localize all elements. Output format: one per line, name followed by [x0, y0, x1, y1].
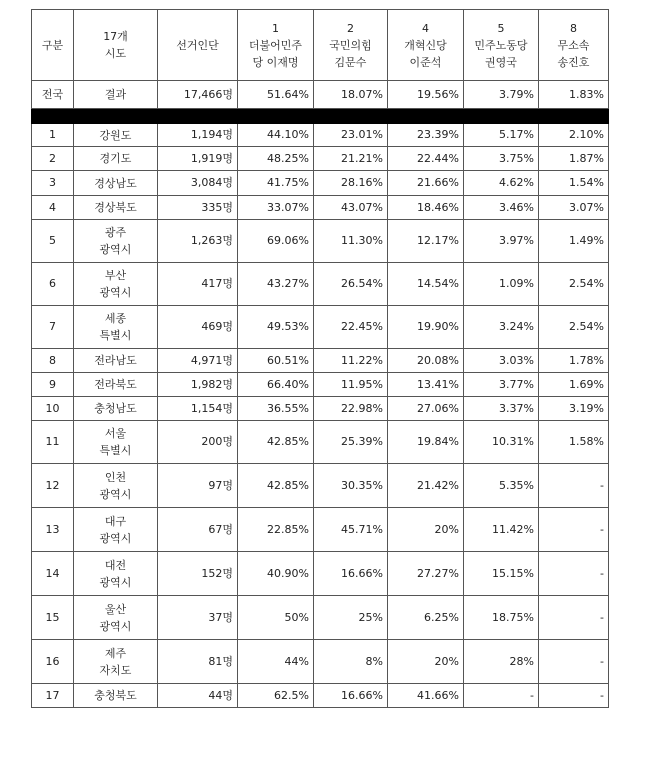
national-c2: 18.07%	[314, 81, 388, 109]
row-voters: 200명	[158, 421, 238, 464]
header-candidate-8: 8 무소속 송진호	[539, 10, 609, 81]
row-c2: 25.39%	[314, 421, 388, 464]
row-number: 1	[32, 124, 74, 147]
header-row	[32, 10, 609, 81]
row-c5: 18.75%	[464, 596, 539, 640]
row-voters: 37명	[158, 596, 238, 640]
region-line-1: 경기도	[99, 152, 132, 165]
results-table	[31, 9, 609, 708]
row-c4: 12.17%	[388, 220, 464, 263]
row-voters: 1,263명	[158, 220, 238, 263]
row-c5: 3.75%	[464, 147, 539, 171]
row-region	[74, 124, 158, 147]
region-line-2: 특별시	[99, 444, 132, 457]
row-c5: 3.24%	[464, 306, 539, 349]
row-region	[74, 147, 158, 171]
table-row	[32, 171, 609, 196]
region-line-2: 특별시	[99, 329, 132, 342]
row-region	[74, 684, 158, 708]
row-voters: 1,154명	[158, 397, 238, 421]
row-region	[74, 220, 158, 263]
national-label: 전국	[32, 81, 74, 109]
row-region	[74, 373, 158, 397]
region-line-2: 광역시	[99, 487, 132, 501]
row-region	[74, 464, 158, 508]
row-c4: 27.06%	[388, 397, 464, 421]
row-c1: 66.40%	[238, 373, 314, 397]
row-voters: 417명	[158, 263, 238, 306]
row-c1: 50%	[238, 596, 314, 640]
table-row	[32, 552, 609, 596]
row-c1: 33.07%	[238, 196, 314, 220]
row-c2: 45.71%	[314, 508, 388, 552]
row-number: 3	[32, 171, 74, 196]
row-voters: 67명	[158, 508, 238, 552]
row-c2: 43.07%	[314, 196, 388, 220]
row-c2: 30.35%	[314, 464, 388, 508]
region-line-1: 제주	[104, 646, 127, 660]
row-region	[74, 196, 158, 220]
row-c1: 43.27%	[238, 263, 314, 306]
row-c4: 19.90%	[388, 306, 464, 349]
row-c8: 1.54%	[539, 171, 609, 196]
row-c5: 4.62%	[464, 171, 539, 196]
row-c1: 40.90%	[238, 552, 314, 596]
region-line-1: 강원도	[99, 128, 132, 142]
row-c4: 18.46%	[388, 196, 464, 220]
national-c5: 3.79%	[464, 81, 539, 109]
region-line-2: 자치도	[99, 663, 132, 677]
row-c1: 36.55%	[238, 397, 314, 421]
row-c2: 23.01%	[314, 124, 388, 147]
row-region	[74, 263, 158, 306]
row-voters: 1,919명	[158, 147, 238, 171]
table-row	[32, 640, 609, 684]
row-c8: -	[539, 640, 609, 684]
table-row	[32, 196, 609, 220]
table-row	[32, 373, 609, 397]
header-candidate-5: 5 민주노동당 권영국	[464, 10, 539, 81]
table-row	[32, 124, 609, 147]
row-c8: -	[539, 552, 609, 596]
row-number: 8	[32, 349, 74, 373]
row-c4: 13.41%	[388, 373, 464, 397]
row-c8: -	[539, 508, 609, 552]
row-region	[74, 508, 158, 552]
region-line-1: 대전	[104, 558, 127, 572]
row-c2: 11.30%	[314, 220, 388, 263]
row-number: 9	[32, 373, 74, 397]
row-c8: 1.87%	[539, 147, 609, 171]
row-c4: 14.54%	[388, 263, 464, 306]
row-number: 14	[32, 552, 74, 596]
row-number: 17	[32, 684, 74, 708]
row-c4: 23.39%	[388, 124, 464, 147]
row-voters: 81명	[158, 640, 238, 684]
region-line-1: 부산	[104, 269, 127, 282]
region-line-1: 전라북도	[94, 378, 137, 391]
row-number: 12	[32, 464, 74, 508]
header-candidate-2: 2 국민의힘 김문수	[314, 10, 388, 81]
table-row	[32, 306, 609, 349]
row-c4: 19.84%	[388, 421, 464, 464]
results-table-body	[32, 10, 609, 708]
row-c2: 16.66%	[314, 552, 388, 596]
row-c2: 22.98%	[314, 397, 388, 421]
row-c2: 22.45%	[314, 306, 388, 349]
row-c1: 42.85%	[238, 421, 314, 464]
row-c1: 44.10%	[238, 124, 314, 147]
row-voters: 152명	[158, 552, 238, 596]
row-c4: 21.42%	[388, 464, 464, 508]
row-c4: 27.27%	[388, 552, 464, 596]
row-region	[74, 171, 158, 196]
table-row	[32, 397, 609, 421]
region-line-1: 세종	[104, 312, 127, 325]
row-c4: 22.44%	[388, 147, 464, 171]
separator-bar	[32, 109, 609, 124]
row-c8: 1.69%	[539, 373, 609, 397]
region-line-1: 충청남도	[94, 402, 137, 415]
row-c5: -	[464, 684, 539, 708]
header-region: 17개 시도	[74, 10, 158, 81]
row-region	[74, 596, 158, 640]
table-row	[32, 464, 609, 508]
row-c5: 3.97%	[464, 220, 539, 263]
header-candidate-4: 4 개혁신당 이준석	[388, 10, 464, 81]
row-number: 2	[32, 147, 74, 171]
region-line-2: 광역시	[99, 619, 132, 633]
national-c4: 19.56%	[388, 81, 464, 109]
row-voters: 469명	[158, 306, 238, 349]
row-c5: 3.77%	[464, 373, 539, 397]
region-line-1: 광주	[104, 226, 127, 239]
row-c5: 10.31%	[464, 421, 539, 464]
row-voters: 3,084명	[158, 171, 238, 196]
row-c1: 69.06%	[238, 220, 314, 263]
row-c4: 41.66%	[388, 684, 464, 708]
row-c1: 44%	[238, 640, 314, 684]
header-division: 구분	[32, 10, 74, 81]
row-number: 16	[32, 640, 74, 684]
row-c2: 28.16%	[314, 171, 388, 196]
row-number: 7	[32, 306, 74, 349]
row-c4: 6.25%	[388, 596, 464, 640]
table-row	[32, 349, 609, 373]
row-c5: 3.03%	[464, 349, 539, 373]
row-number: 4	[32, 196, 74, 220]
row-c4: 20%	[388, 508, 464, 552]
table-row	[32, 421, 609, 464]
region-line-2: 광역시	[99, 243, 132, 256]
row-c2: 25%	[314, 596, 388, 640]
row-c1: 42.85%	[238, 464, 314, 508]
national-row	[32, 81, 609, 109]
row-c5: 28%	[464, 640, 539, 684]
row-c8: 1.78%	[539, 349, 609, 373]
row-voters: 1,194명	[158, 124, 238, 147]
row-c5: 3.46%	[464, 196, 539, 220]
row-c5: 5.35%	[464, 464, 539, 508]
row-region	[74, 640, 158, 684]
row-c8: -	[539, 464, 609, 508]
region-line-2: 광역시	[99, 575, 132, 589]
row-c2: 16.66%	[314, 684, 388, 708]
region-line-1: 경상남도	[94, 176, 137, 190]
row-c8: -	[539, 596, 609, 640]
region-line-2: 광역시	[99, 286, 132, 299]
row-number: 13	[32, 508, 74, 552]
row-c1: 22.85%	[238, 508, 314, 552]
row-region	[74, 552, 158, 596]
row-voters: 44명	[158, 684, 238, 708]
row-c4: 20.08%	[388, 349, 464, 373]
row-c5: 5.17%	[464, 124, 539, 147]
row-c8: 3.19%	[539, 397, 609, 421]
row-c4: 20%	[388, 640, 464, 684]
row-voters: 97명	[158, 464, 238, 508]
row-number: 6	[32, 263, 74, 306]
table-row	[32, 684, 609, 708]
row-region	[74, 349, 158, 373]
row-number: 10	[32, 397, 74, 421]
row-c8: 1.58%	[539, 421, 609, 464]
row-c5: 1.09%	[464, 263, 539, 306]
row-region	[74, 421, 158, 464]
row-voters: 1,982명	[158, 373, 238, 397]
national-c8: 1.83%	[539, 81, 609, 109]
row-c5: 3.37%	[464, 397, 539, 421]
row-voters: 4,971명	[158, 349, 238, 373]
region-line-1: 경상북도	[94, 201, 137, 214]
row-c8: 3.07%	[539, 196, 609, 220]
table-row	[32, 508, 609, 552]
row-c8: 2.54%	[539, 306, 609, 349]
row-c1: 41.75%	[238, 171, 314, 196]
region-line-1: 충청북도	[94, 689, 137, 702]
header-candidate-1: 1 더불어민주 당 이재명	[238, 10, 314, 81]
national-c1: 51.64%	[238, 81, 314, 109]
row-c2: 11.95%	[314, 373, 388, 397]
row-c8: 1.49%	[539, 220, 609, 263]
row-c2: 11.22%	[314, 349, 388, 373]
national-voters: 17,466명	[158, 81, 238, 109]
region-line-1: 인천	[104, 470, 127, 484]
row-c1: 49.53%	[238, 306, 314, 349]
header-electorate: 선거인단	[158, 10, 238, 81]
row-c4: 21.66%	[388, 171, 464, 196]
row-region	[74, 306, 158, 349]
row-c8: 2.10%	[539, 124, 609, 147]
row-c8: 2.54%	[539, 263, 609, 306]
row-number: 11	[32, 421, 74, 464]
row-c1: 62.5%	[238, 684, 314, 708]
row-region	[74, 397, 158, 421]
region-line-1: 전라남도	[94, 354, 137, 367]
region-line-1: 서울	[104, 427, 127, 440]
row-c1: 48.25%	[238, 147, 314, 171]
region-line-2: 광역시	[99, 531, 132, 545]
row-c5: 11.42%	[464, 508, 539, 552]
table-row	[32, 263, 609, 306]
table-row	[32, 147, 609, 171]
row-c2: 21.21%	[314, 147, 388, 171]
row-c5: 15.15%	[464, 552, 539, 596]
row-c2: 26.54%	[314, 263, 388, 306]
region-line-1: 대구	[104, 514, 127, 528]
region-line-1: 울산	[104, 602, 127, 616]
row-voters: 335명	[158, 196, 238, 220]
table-row	[32, 220, 609, 263]
row-c1: 60.51%	[238, 349, 314, 373]
row-number: 5	[32, 220, 74, 263]
row-c2: 8%	[314, 640, 388, 684]
row-c8: -	[539, 684, 609, 708]
row-number: 15	[32, 596, 74, 640]
table-row	[32, 596, 609, 640]
national-result-label: 결과	[74, 81, 158, 109]
